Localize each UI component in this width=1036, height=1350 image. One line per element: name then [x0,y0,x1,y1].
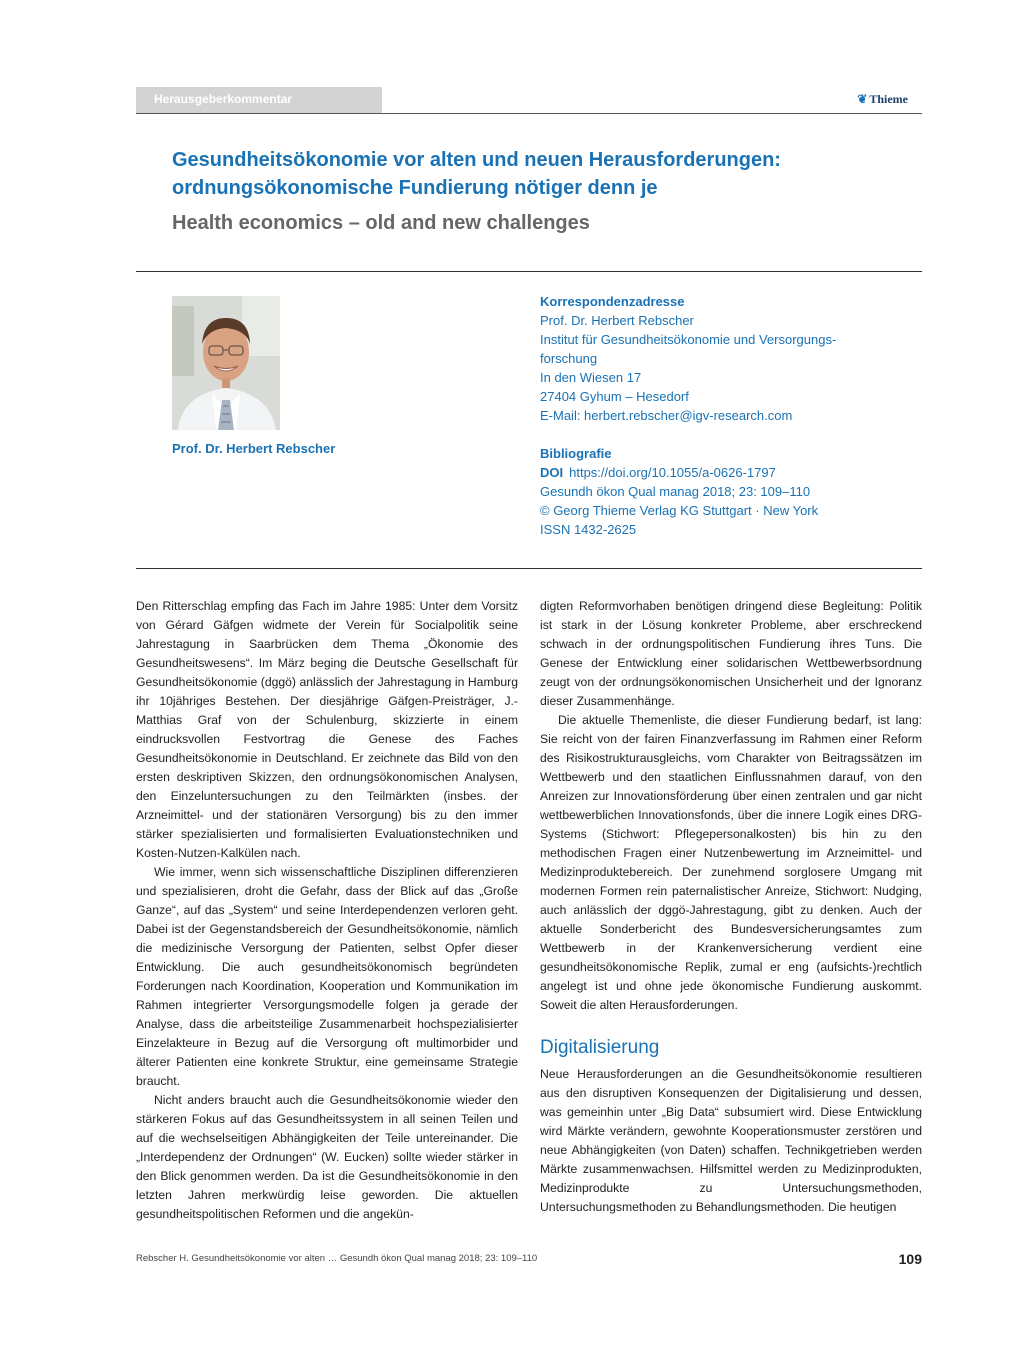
publisher-mark-icon: ❦ [857,92,868,106]
doi-line [540,463,860,482]
author-photo [172,296,280,430]
section-heading: Digitalisierung [540,1037,660,1058]
correspondence-line: forschung [540,351,598,366]
author-caption: Prof. Dr. Herbert Rebscher [172,441,336,456]
bibliography-line: ISSN 1432-2625 [540,522,637,537]
correspondence-email[interactable]: E-Mail: herbert.rebscher@igv-research.com [540,408,793,423]
correspondence-line: Institut für Gesundheitsökonomie und Versorgungs- [540,332,837,347]
doi-label: DOI [540,465,564,480]
body-paragraph: Nicht anders braucht auch die Gesundheitsökonomie wieder den stärkeren Fokus auf das Gesundheitssystem in all seinen Teilen und auf die wechselseitigen Abhängigkeiten der Teile untereinander. Die „Interdependenz der Ordnungen“ (W. Eucken) sollte wieder stärker in den Blick genommen werden. Da ist die Gesundheitsökonomie in den letzten Jahren merkwürdig leise geworden. Die aktuellen gesundheitspolitischen Reformen und die angekün- [136,1093,518,1221]
body-column-left [136,597,518,1224]
body-paragraph: digten Reformvorhaben benötigen dringend diese Begleitung: Politik ist stark in der Lösung konkreter Probleme, aber erschreckend schwach in der ordnungspolitischen Fundierung ihres Tuns. Die Genese der Entwicklung einer solidarischen Wettbewerbsordnung zeugt von der ordnungsökonomischen Unsicherheit und der Ignoranz dieser Zusammenhänge. [540,599,922,708]
bibliography-heading: Bibliografie [540,446,612,461]
article-title: Gesundheitsökonomie vor alten und neuen Herausforderungen: ordnungsökonomische Fundierung nötiger denn je [172,149,781,199]
doi-link[interactable]: https://doi.org/10.1055/a-0626-1797 [569,465,776,480]
bibliography-line: Gesundh ökon Qual manag 2018; 23: 109–110 [540,484,811,499]
page-number: 109 [898,1251,922,1267]
bibliography-line: © Georg Thieme Verlag KG Stuttgart · New York [540,503,819,518]
correspondence-heading: Korrespondenzadresse [540,294,685,309]
divider-middle [136,568,922,569]
divider-top [136,271,922,272]
body-paragraph: Den Ritterschlag empfing das Fach im Jahre 1985: Unter dem Vorsitz von Gérard Gäfgen widmete der Verein für Socialpolitik seine Jahrestagung in Saarbrücken dem Thema „Ökonomie des Gesundheitswesens“. Im März beging die Deutsche Gesellschaft für Gesundheitsökonomie (dggö) anlässlich der Jahrestagung in Hamburg ihr 10jähriges Bestehen. Der diesjährige Gäfgen-Preisträger, J.-Matthias Graf von der Schulenburg, skizzierte in einem eindrucksvollen Festvortrag die Genese des Faches Gesundheitsökonomie in Deutschland. Er zeichnete das Bild von den ersten deskriptiven Skizzen, den ordnungsökonomischen Analysen, den Einzeluntersuchungen zu den Teilmärkten (insbes. der Arzneimittel- und der stationären Versorgung) bis zu den immer stärker spezialisierten und formalisierten Evaluationstechniken und Kosten-Nutzen-Kalkülen nach. [136,599,518,860]
article-info [540,292,860,539]
body-paragraph: Neue Herausforderungen an die Gesundheitsökonomie resultieren aus den disruptiven Konsequenzen der Digitalisierung und dessen, was gemeinhin unter „Big Data“ subsumiert wird. Diese Entwicklung wird Märkte verändern, gewohnte Kooperationsmuster zerstören und neue Abhängigkeiten (von Daten) schaffen. Technikgetrieben werden Märkte zusammenwachsen. Hilfsmittel werden zu Medizinprodukten, Medizinprodukte zu Untersuchungsmethoden, Untersuchungsmethoden zu Behandlungsmethoden. Die heutigen [540,1067,922,1214]
publisher-name: Thieme [869,92,908,106]
body-paragraph: Die aktuelle Themenliste, die dieser Fundierung bedarf, ist lang: Sie reicht von der fairen Finanzverfassung im Rahmen einer Reform des Risikostrukturausgleichs, vom Charakter von Beitragssätzen im Wettbewerb und den staatlichen Einflussnahmen darauf, von den Anreizen zur Innovationsförderung über einen zentralen und gar nicht wettbewerblichen Innovationsfonds, über die innere Logik eines DRG-Systems (Stichwort: Pflegepersonalkosten) bis hin zu den methodischen Fragen einer Nutzenbewertung im Arzneimittel- und Medizinproduktebereich. Der zunehmend sorglosere Umgang mit modernen Formen rein paternalistischer Anreize, Stichwort: Nudging, auch anlässlich der dggö-Jahrestagung, gibt zu denken. Auch der aktuelle Sonderbericht des Bundesversicherungsamtes zum Wettbewerb in der Krankenversicherung verdient eine gesundheitsökonomische Replik, zumal er eng (aufsichts-)rechtlich angelegt ist und ohne jede ökonomische Fundierung auskommt. Soweit die alten Herausforderungen. [540,713,922,1012]
correspondence-line: Prof. Dr. Herbert Rebscher [540,313,694,328]
publisher-logo [857,92,908,107]
body-paragraph: Wie immer, wenn sich wissenschaftliche Disziplinen differenzieren und spezialisieren, droht die Gefahr, dass der Blick auf das „Große Ganze“, auf das „System“ und seine Interdependenzen verloren geht. Dabei ist der Gegenstandsbereich der Gesundheitsökonomie, nämlich die medizinische Versorgung der Patienten, selbst Opfer dieser Entwicklung. Die auch gesundheitsökonomisch begründeten Forderungen nach Koordination, Kooperation und Kommunikation im Rahmen integrierter Versorgungsmodelle folgen ja gerade der Analyse, dass die arbeitsteilige Zusammenarbeit hochspezialisierter Einzelakteure in Bezug auf die Versorgung oft multimorbider und älterer Patienten eine konkrete Struktur, eine gemeinsame Strategie braucht. [136,865,518,1088]
header-divider [136,113,922,114]
body-column-right [540,597,922,1217]
article-subtitle: Health economics – old and new challenges [172,212,590,234]
section-label: Herausgeberkommentar [136,87,382,113]
footer-citation: Rebscher H. Gesundheitsökonomie vor alten … Gesundh ökon Qual manag 2018; 23: 109–110 [136,1253,538,1264]
correspondence-line: In den Wiesen 17 [540,370,642,385]
correspondence-line: 27404 Gyhum – Hesedorf [540,389,689,404]
